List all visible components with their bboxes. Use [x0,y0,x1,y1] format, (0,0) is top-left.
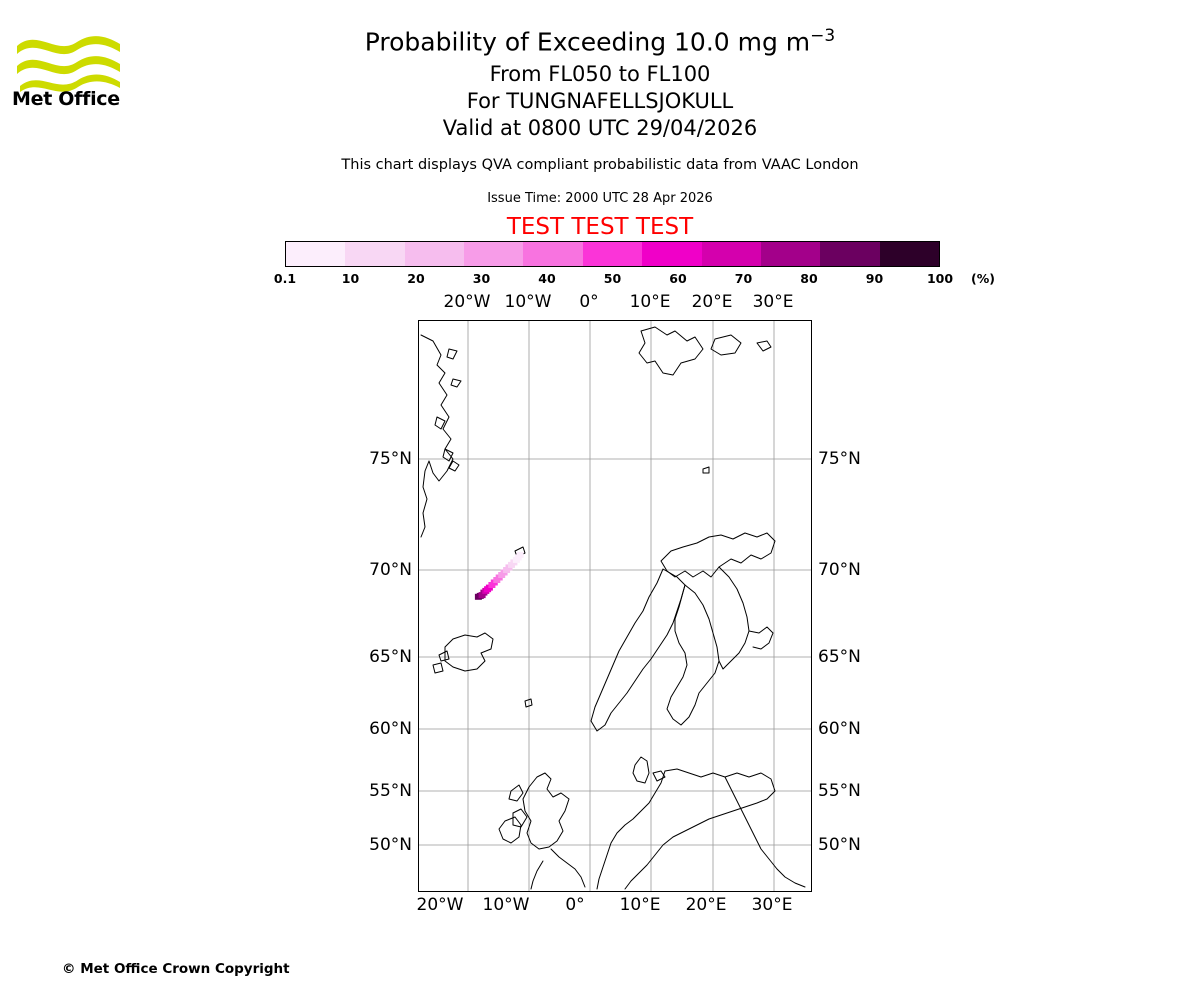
test-banner: TEST TEST TEST [506,214,694,240]
coastlines [421,327,805,889]
lon-label-top-10e: 10°E [629,292,671,312]
colorbar-segment-3 [464,242,523,266]
qva-note: This chart displays QVA compliant probabilistic data from VAAC London [341,157,859,173]
colorbar-segment-4 [523,242,582,266]
lat-label-left-70n: 70°N [369,560,412,580]
page-title-superscript: −3 [810,26,836,46]
flight-level-line: From FL050 to FL100 [489,62,711,86]
colorbar-tick-label: 50 [603,271,622,286]
lon-label-top-20w: 20°W [443,292,491,312]
lat-label-left-50n: 50°N [369,835,412,855]
ash-plume [475,552,524,600]
lat-label-right-55n: 55°N [818,781,861,801]
issue-time: Issue Time: 2000 UTC 28 Apr 2026 [487,191,713,206]
lon-label-bottom-0: 0° [565,895,585,915]
colorbar-tick-label: 80 [800,271,818,286]
colorbar-tick-label: 20 [407,271,425,286]
lat-label-right-65n: 65°N [818,647,861,667]
lon-label-top-0: 0° [579,292,599,312]
lat-label-right-60n: 60°N [818,719,861,739]
lon-label-bottom-20e: 20°E [685,895,727,915]
colorbar-ticks [273,268,954,288]
lon-label-bottom-20w: 20°W [416,895,464,915]
map-gridlines [419,321,811,891]
lon-label-bottom-10w: 10°W [482,895,530,915]
colorbar-tick-label: 60 [669,271,687,286]
colorbar [285,241,940,267]
colorbar-tick-label: 0.1 [273,271,297,286]
plume-cell [517,552,524,558]
colorbar-tick-label: 90 [865,271,884,286]
lon-label-top-30e: 30°E [752,292,794,312]
volcano-name-line: For TUNGNAFELLSJOKULL [466,89,734,113]
map-canvas [419,321,811,891]
lat-label-left-55n: 55°N [369,781,412,801]
colorbar-segment-10 [880,242,939,266]
colorbar-tick-label: 40 [538,271,556,286]
lat-label-right-50n: 50°N [818,835,861,855]
lat-label-right-70n: 70°N [818,560,861,580]
colorbar-segment-2 [405,242,464,266]
lon-label-bottom-30e: 30°E [751,895,793,915]
lat-label-left-75n: 75°N [369,449,412,469]
colorbar-segment-5 [583,242,642,266]
page-title-text: Probability of Exceeding 10.0 mg m [364,27,811,57]
valid-time-line: Valid at 0800 UTC 29/04/2026 [442,116,758,140]
colorbar-tick-label: 30 [472,271,491,286]
colorbar-tick-label: 100 [926,271,954,286]
colorbar-tick-label: 10 [341,271,360,286]
colorbar-tick-label: 70 [734,271,753,286]
colorbar-segment-0 [286,242,345,266]
lon-label-top-20e: 20°E [691,292,733,312]
lat-label-left-65n: 65°N [369,647,412,667]
lon-label-top-10w: 10°W [504,292,552,312]
colorbar-segment-1 [345,242,404,266]
lat-label-right-75n: 75°N [818,449,861,469]
lon-label-bottom-10e: 10°E [619,895,661,915]
map-panel[interactable] [418,320,812,892]
page-title [0,26,1200,56]
colorbar-segment-7 [702,242,761,266]
copyright-text: © Met Office Crown Copyright [62,961,290,977]
colorbar-segment-9 [820,242,879,266]
lat-label-left-60n: 60°N [369,719,412,739]
colorbar-units-label: (%) [971,271,995,286]
colorbar-segment-8 [761,242,820,266]
colorbar-segment-6 [642,242,701,266]
met-office-logo-text: Met Office [12,88,120,110]
